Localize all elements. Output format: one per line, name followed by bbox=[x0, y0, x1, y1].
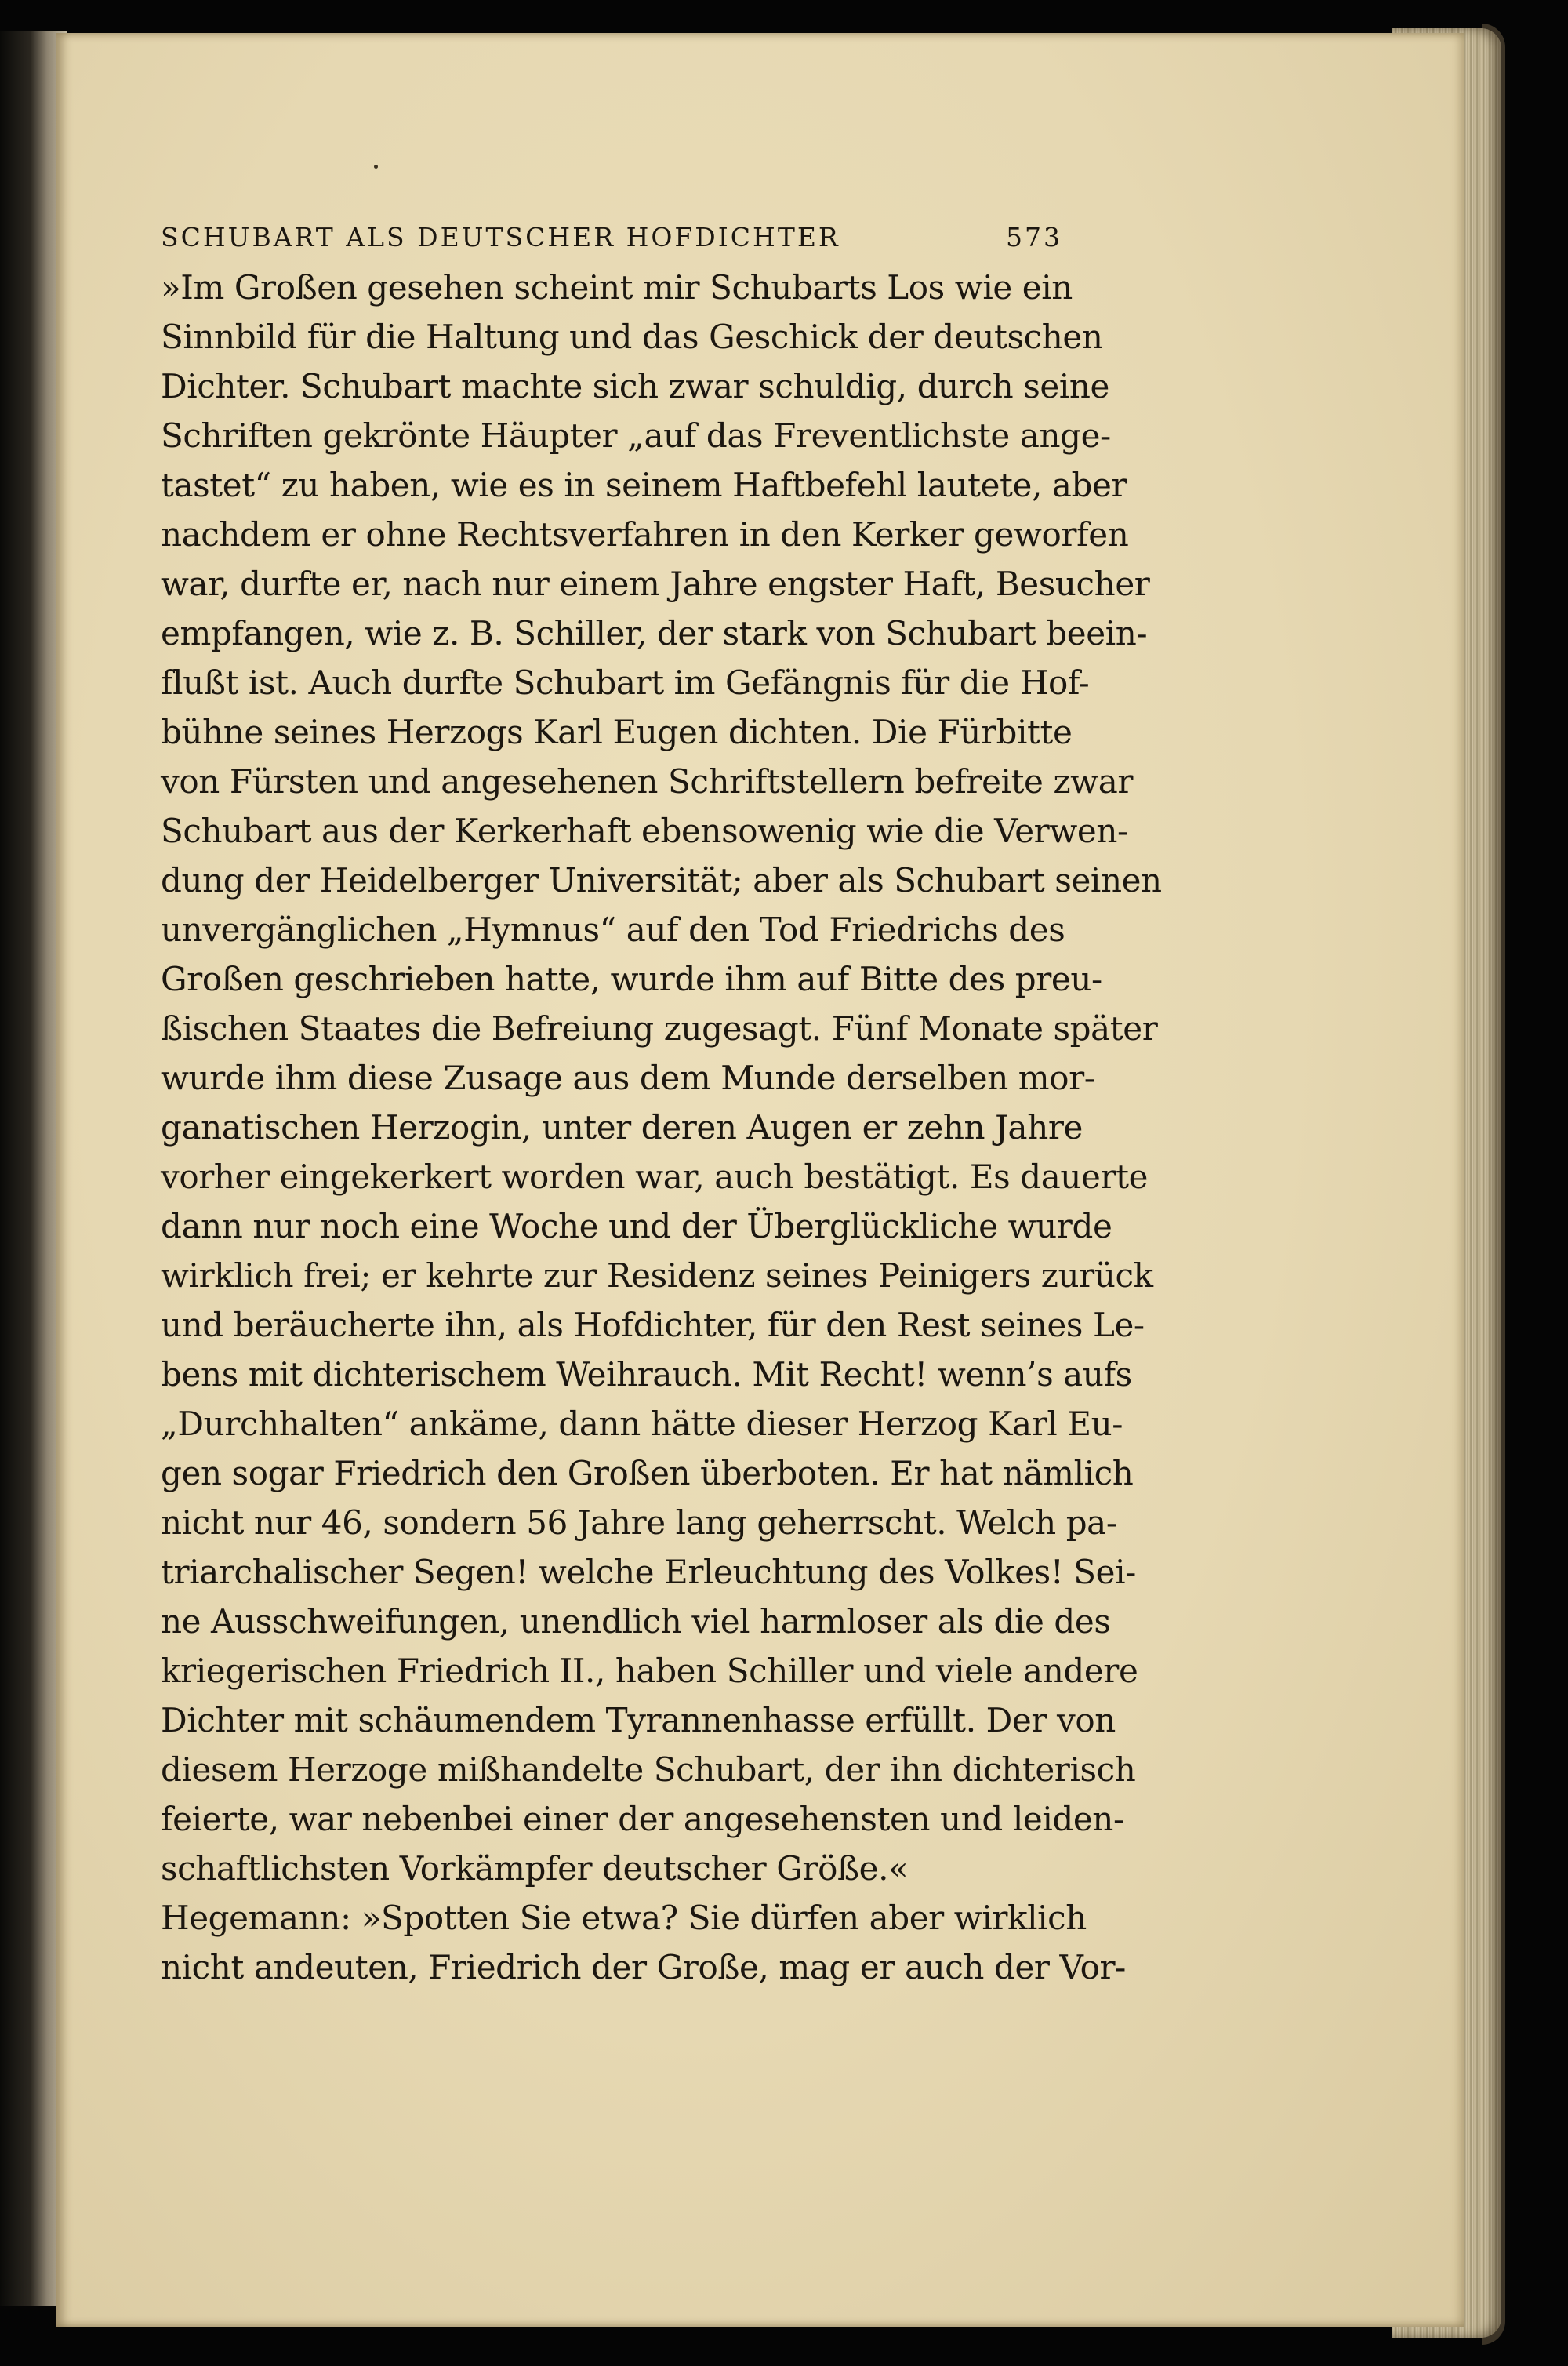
text-line: tastet“ zu haben, wie es in seinem Haftbefehl lautete, aber bbox=[161, 466, 1127, 504]
page-text bbox=[161, 216, 1162, 1992]
text-line: Dichter mit schäumendem Tyrannenhasse erfüllt. Der von bbox=[161, 1701, 1116, 1739]
running-head bbox=[161, 216, 1062, 260]
text-line: »Im Großen gesehen scheint mir Schubarts Los wie ein bbox=[161, 268, 1073, 307]
text-line: Schriften gekrönte Häupter „auf das Freventlichste ange- bbox=[161, 416, 1111, 455]
text-line: vorher eingekerkert worden war, auch bestätigt. Es dauerte bbox=[161, 1158, 1149, 1196]
text-line: wurde ihm diese Zusage aus dem Munde derselben mor- bbox=[161, 1059, 1095, 1097]
text-line: Hegemann: »Spotten Sie etwa? Sie dürfen aber wirklich bbox=[161, 1899, 1087, 1937]
text-line: Sinnbild für die Haltung und das Geschick der deutschen bbox=[161, 318, 1103, 356]
text-line: bühne seines Herzogs Karl Eugen dichten. Die Fürbitte bbox=[161, 713, 1073, 751]
text-line: empfangen, wie z. B. Schiller, der stark von Schubart beein- bbox=[161, 614, 1148, 652]
text-line: diesem Herzoge mißhandelte Schubart, der ihn dichterisch bbox=[161, 1750, 1136, 1789]
text-line: ganatischen Herzogin, unter deren Augen er zehn Jahre bbox=[161, 1108, 1083, 1147]
text-line: triarchalischer Segen! welche Erleuchtung des Volkes! Sei- bbox=[161, 1553, 1136, 1591]
text-line: dann nur noch eine Woche und der Überglückliche wurde bbox=[161, 1207, 1112, 1245]
text-line: wirklich frei; er kehrte zur Residenz seines Peinigers zurück bbox=[161, 1256, 1153, 1295]
text-line: ßischen Staates die Befreiung zugesagt. Fünf Monate später bbox=[161, 1009, 1158, 1048]
text-line: Dichter. Schubart machte sich zwar schuldig, durch seine bbox=[161, 367, 1109, 405]
text-line: unvergänglichen „Hymnus“ auf den Tod Friedrichs des bbox=[161, 910, 1065, 949]
running-head-title: SCHUBART ALS DEUTSCHER HOFDICHTER bbox=[161, 222, 840, 253]
text-line: „Durchhalten“ ankäme, dann hätte dieser Herzog Karl Eu- bbox=[161, 1405, 1123, 1443]
text-line: und beräucherte ihn, als Hofdichter, für den Rest seines Le- bbox=[161, 1306, 1145, 1344]
text-line: gen sogar Friedrich den Großen überboten. Er hat nämlich bbox=[161, 1454, 1134, 1492]
text-line: nachdem er ohne Rechtsverfahren in den Kerker geworfen bbox=[161, 515, 1129, 554]
text-line: Großen geschrieben hatte, wurde ihm auf Bitte des preu- bbox=[161, 960, 1102, 998]
text-line: bens mit dichterischem Weihrauch. Mit Recht! wenn’s aufs bbox=[161, 1355, 1132, 1394]
text-line: Schubart aus der Kerkerhaft ebensowenig wie die Verwen- bbox=[161, 812, 1128, 850]
text-line: schaftlichsten Vorkämpfer deutscher Größe.« bbox=[161, 1849, 909, 1888]
text-line: nicht nur 46, sondern 56 Jahre lang geherrscht. Welch pa- bbox=[161, 1503, 1117, 1542]
text-line: flußt ist. Auch durfte Schubart im Gefängnis für die Hof- bbox=[161, 663, 1090, 702]
text-line: ne Ausschweifungen, unendlich viel harmloser als die des bbox=[161, 1602, 1111, 1641]
text-line: kriegerischen Friedrich II., haben Schiller und viele andere bbox=[161, 1652, 1138, 1690]
text-line: war, durfte er, nach nur einem Jahre engster Haft, Besucher bbox=[161, 565, 1150, 603]
text-line: von Fürsten und angesehenen Schriftstellern befreite zwar bbox=[161, 762, 1134, 801]
text-line: feierte, war nebenbei einer der angesehensten und leiden- bbox=[161, 1800, 1124, 1838]
page-number: 573 bbox=[1006, 222, 1062, 253]
text-line: dung der Heidelberger Universität; aber als Schubart seinen bbox=[161, 861, 1162, 900]
paper-speck bbox=[374, 165, 378, 169]
text-line: nicht andeuten, Friedrich der Große, mag er auch der Vor- bbox=[161, 1948, 1126, 1986]
